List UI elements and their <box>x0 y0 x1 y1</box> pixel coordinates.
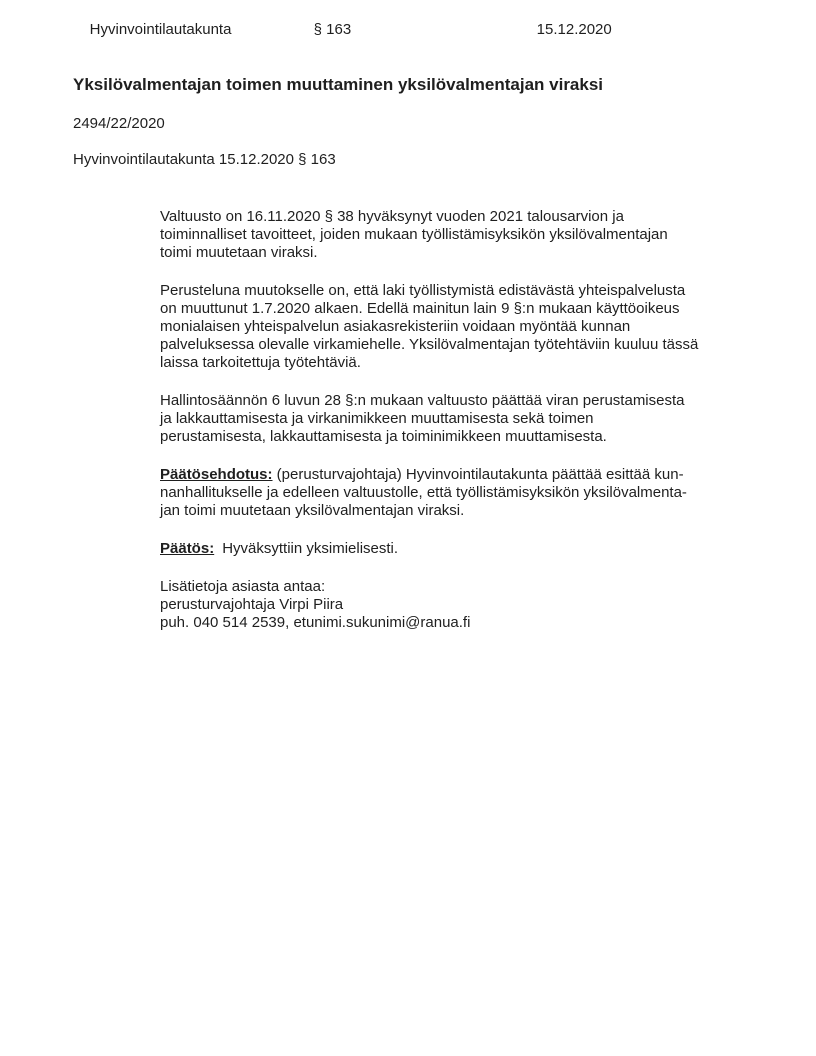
paragraph-budget <box>160 208 760 262</box>
paragraph-line: palveluksessa olevalle virkamiehelle. Yksilövalmentajan työtehtäviin kuuluu tässä <box>160 336 699 353</box>
document-title: Yksilövalmentajan toimen muuttaminen yksilövalmentajan viraksi <box>73 75 604 94</box>
contact-line: Lisätietoja asiasta antaa: <box>160 578 326 595</box>
decision-line <box>160 540 760 558</box>
paragraph-line: Valtuusto on 16.11.2020 § 38 hyväksynyt vuoden 2021 talousarvion ja <box>160 208 624 225</box>
decision-proposal-text: (perusturvajohtaja) Hyvinvointilautakunta päättää esittää kun- <box>272 466 684 483</box>
header-committee: Hyvinvointilautakunta <box>89 21 232 38</box>
header-date: 15.12.2020 <box>536 21 612 38</box>
paragraph-line: nanhallitukselle ja edelleen valtuustolle, että työllistämisyksikön yksilövalmenta- <box>160 484 687 501</box>
paragraph-line: Hallintosäännön 6 luvun 28 §:n mukaan valtuusto päättää viran perustamisesta <box>160 392 685 409</box>
contact-line: puh. 040 514 2539, etunimi.sukunimi@ranua.fi <box>160 614 471 631</box>
decision <box>160 540 760 558</box>
paragraph-line: laissa tarkoitettuja työtehtäviä. <box>160 354 361 371</box>
decision-proposal <box>160 466 760 520</box>
paragraph-line: ja lakkauttamisesta ja virkanimikkeen muuttamisesta sekä toimen <box>160 410 594 427</box>
paragraph-line: Perusteluna muutokselle on, että laki työllistymistä edistävästä yhteispalvelusta <box>160 282 686 299</box>
paragraph-line: toiminnalliset tavoitteet, joiden mukaan työllistämisyksikön yksilövalmentajan <box>160 226 668 243</box>
decision-proposal-first-line <box>160 466 760 484</box>
paragraph-line: perustamisesta, lakkauttamisesta ja toiminimikkeen muuttamisesta. <box>160 428 607 445</box>
header-section-number: § 163 <box>313 21 352 38</box>
document-header <box>73 3 816 57</box>
document-body <box>160 208 760 632</box>
decision-proposal-label: Päätösehdotus: <box>160 466 273 483</box>
paragraph-line: toimi muutetaan viraksi. <box>160 244 318 261</box>
paragraph-admin-rule <box>160 392 760 446</box>
paragraph-line: jan toimi muutetaan yksilövalmentajan viraksi. <box>160 502 465 519</box>
subheading: Hyvinvointilautakunta 15.12.2020 § 163 <box>73 151 336 168</box>
case-number: 2494/22/2020 <box>73 115 165 132</box>
paragraph-line: monialaisen yhteispalvelun asiakasrekisteriin voidaan myöntää kunnan <box>160 318 631 335</box>
decision-text: Hyväksyttiin yksimielisesti. <box>222 540 399 557</box>
paragraph-line: on muuttunut 1.7.2020 alkaen. Edellä mainitun lain 9 §:n mukaan käyttöoikeus <box>160 300 680 317</box>
decision-label: Päätös: <box>160 540 215 557</box>
paragraph-justification <box>160 282 760 372</box>
contact-line: perusturvajohtaja Virpi Piira <box>160 596 344 613</box>
contact-info <box>160 578 760 632</box>
